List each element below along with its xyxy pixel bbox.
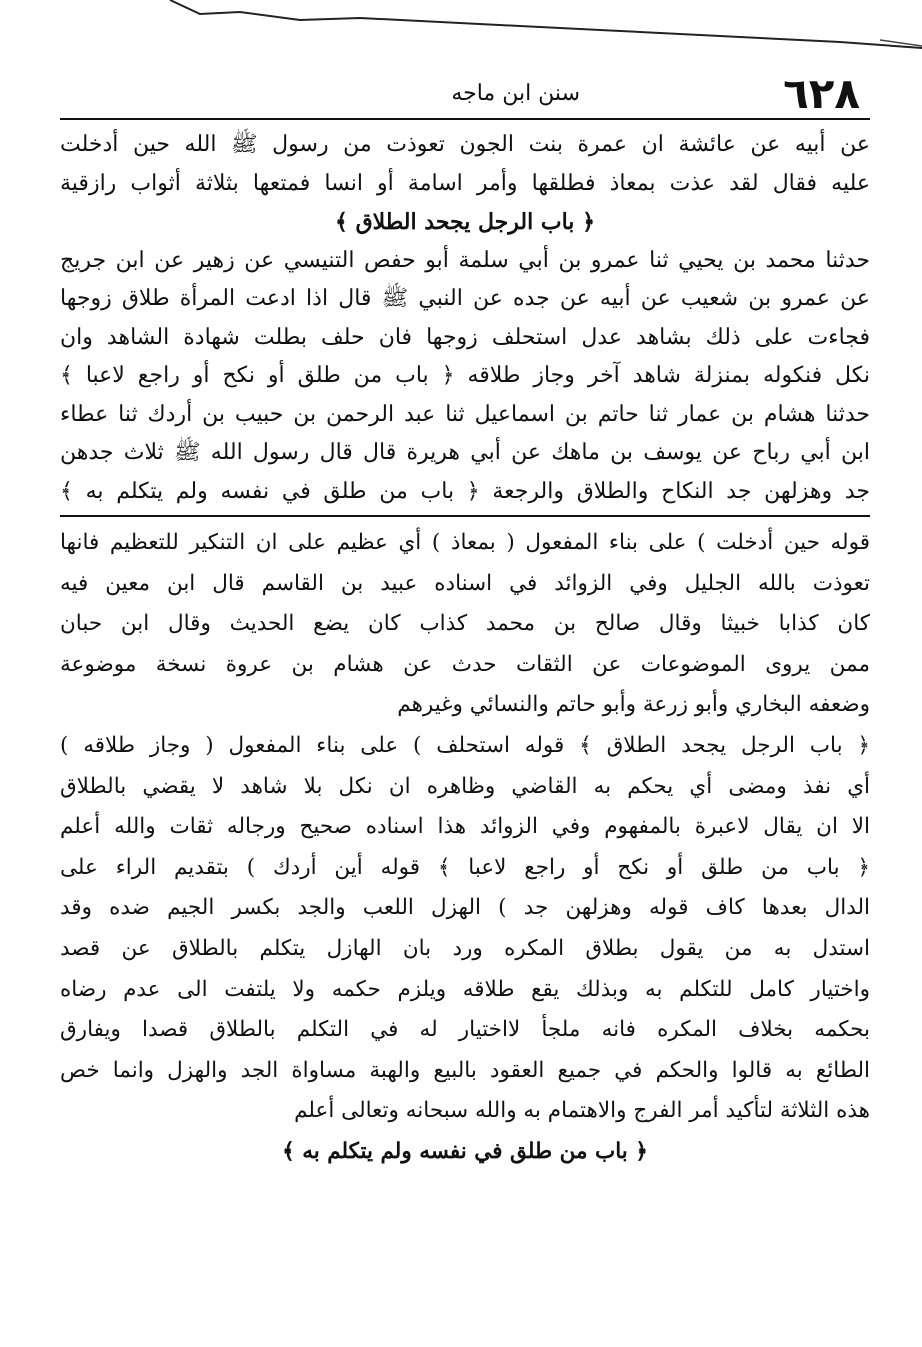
commentary-line: وضعفه البخاري وأبو زرعة وأبو حاتم والنسائي وغيرهم bbox=[397, 692, 870, 718]
commentary-line: ﴿ باب من طلق أو نكح أو راجع لاعبا ﴾ قوله أين أردك ) بتقديم الراء على bbox=[60, 854, 870, 880]
commentary-line: أي نفذ ومضى أي يحكم به القاضي وظاهره ان نكل بلا شاهد لا يقضي بالطلاق bbox=[60, 773, 870, 799]
section-divider bbox=[60, 515, 870, 517]
hadith-line: عن أبيه عن عائشة ان عمرة بنت الجون تعوذت من رسول ﷺ الله حين أدخلت bbox=[60, 132, 870, 157]
chapter-heading: ﴿ باب من طلق في نفسه ولم يتكلم به ﴾ bbox=[282, 1138, 648, 1164]
hadith-line: ابن أبي رباح عن يوسف بن ماهك عن أبي هريرة قال قال رسول الله ﷺ ثلاث جدهن bbox=[60, 440, 870, 465]
page-header bbox=[60, 70, 870, 120]
commentary-line: واختيار كامل للتكلم به وبذلك يقع طلاقه ويلزم حكمه ولا يلتفت الى عدم رضاه bbox=[60, 976, 870, 1002]
hadith-line: عن عمرو بن شعيب عن أبيه عن جده عن النبي ﷺ قال اذا ادعت المرأة طلاق زوجها bbox=[60, 286, 870, 311]
commentary-line: الا ان يقال لاعبرة بالمفهوم وفي الزوائد هذا اسناده صحيح ورجاله ثقات والله أعلم bbox=[60, 814, 870, 840]
commentary-line: استدل به من يقول بطلاق المكره ورد بان الهازل يتكلم بالطلاق عن قصد bbox=[60, 935, 870, 961]
commentary-line: قوله حين أدخلت ) على بناء المفعول ( بمعاذ ) أي عظيم على ان التنكير للتعظيم فانها bbox=[60, 530, 870, 555]
commentary-block bbox=[60, 523, 870, 1173]
commentary-line: تعوذت بالله الجليل وفي الزوائد في اسناده عبيد بن القاسم قال ابن معين فيه bbox=[60, 570, 870, 596]
hadith-line: حدثنا هشام بن عمار ثنا حاتم بن اسماعيل ثنا عبد الرحمن بن حبيب بن أردك ثنا عطاء bbox=[60, 401, 870, 427]
commentary-line: ﴿ باب الرجل يجحد الطلاق ﴾ قوله استحلف ) على بناء المفعول ( وجاز طلاقه ) bbox=[60, 732, 870, 758]
hadith-line: نكل فنكوله بمنزلة شاهد آخر وجاز طلاقه ﴿ باب من طلق أو نكح أو راجع لاعبا ﴾ bbox=[60, 363, 870, 388]
commentary-line: بحكمه بخلاف المكره فانه ملجأ لااختيار له في التكلم بالطلاق قصدا ويفارق bbox=[60, 1017, 870, 1043]
hadith-line: جد وهزلهن جد النكاح والطلاق والرجعة ﴿ باب من طلق في نفسه ولم يتكلم به ﴾ bbox=[60, 478, 870, 504]
commentary-line: الطائع به قالوا والحكم في جميع العقود بالبيع والهبة مساواة الجد والهزل وانما خص bbox=[60, 1057, 870, 1083]
book-page bbox=[60, 70, 870, 1330]
hadith-text-block bbox=[60, 126, 870, 511]
commentary-line: ممن يروى الموضوعات عن الثقات حدث عن هشام بن عروة نسخة موضوعة bbox=[60, 651, 870, 677]
commentary-line: كان كذابا خبيثا وقال صالح بن محمد كذاب كان يضع الحديث وقال ابن حبان bbox=[60, 611, 870, 637]
hadith-line: حدثنا محمد بن يحيي ثنا عمرو بن أبي سلمة أبو حفص التنيسي عن زهير عن ابن جريج bbox=[60, 247, 870, 273]
hadith-line: فجاءت على ذلك بشاهد عدل استحلف زوجها فان حلف بطلت شهادة الشاهد وان bbox=[60, 324, 870, 350]
commentary-line: هذه الثلاثة لتأكيد أمر الفرج والاهتمام به والله سبحانه وتعالى أعلم bbox=[294, 1098, 870, 1124]
commentary-line: الدال بعدها كاف قوله وهزلهن جد ) الهزل اللعب والجد بكسر الجيم ضده وقد bbox=[60, 895, 870, 921]
scanned-page-edge bbox=[0, 0, 922, 60]
page-number: ٦٢٨ bbox=[783, 69, 860, 118]
hadith-line: عليه فقال لقد عذت بمعاذ فطلقها وأمر اسامة أو انسا فمتعها بثلاثة أثواب رازقية bbox=[60, 170, 870, 196]
running-title: سنن ابن ماجه bbox=[451, 81, 580, 106]
chapter-heading: ﴿ باب الرجل يجحد الطلاق ﴾ bbox=[335, 209, 595, 235]
